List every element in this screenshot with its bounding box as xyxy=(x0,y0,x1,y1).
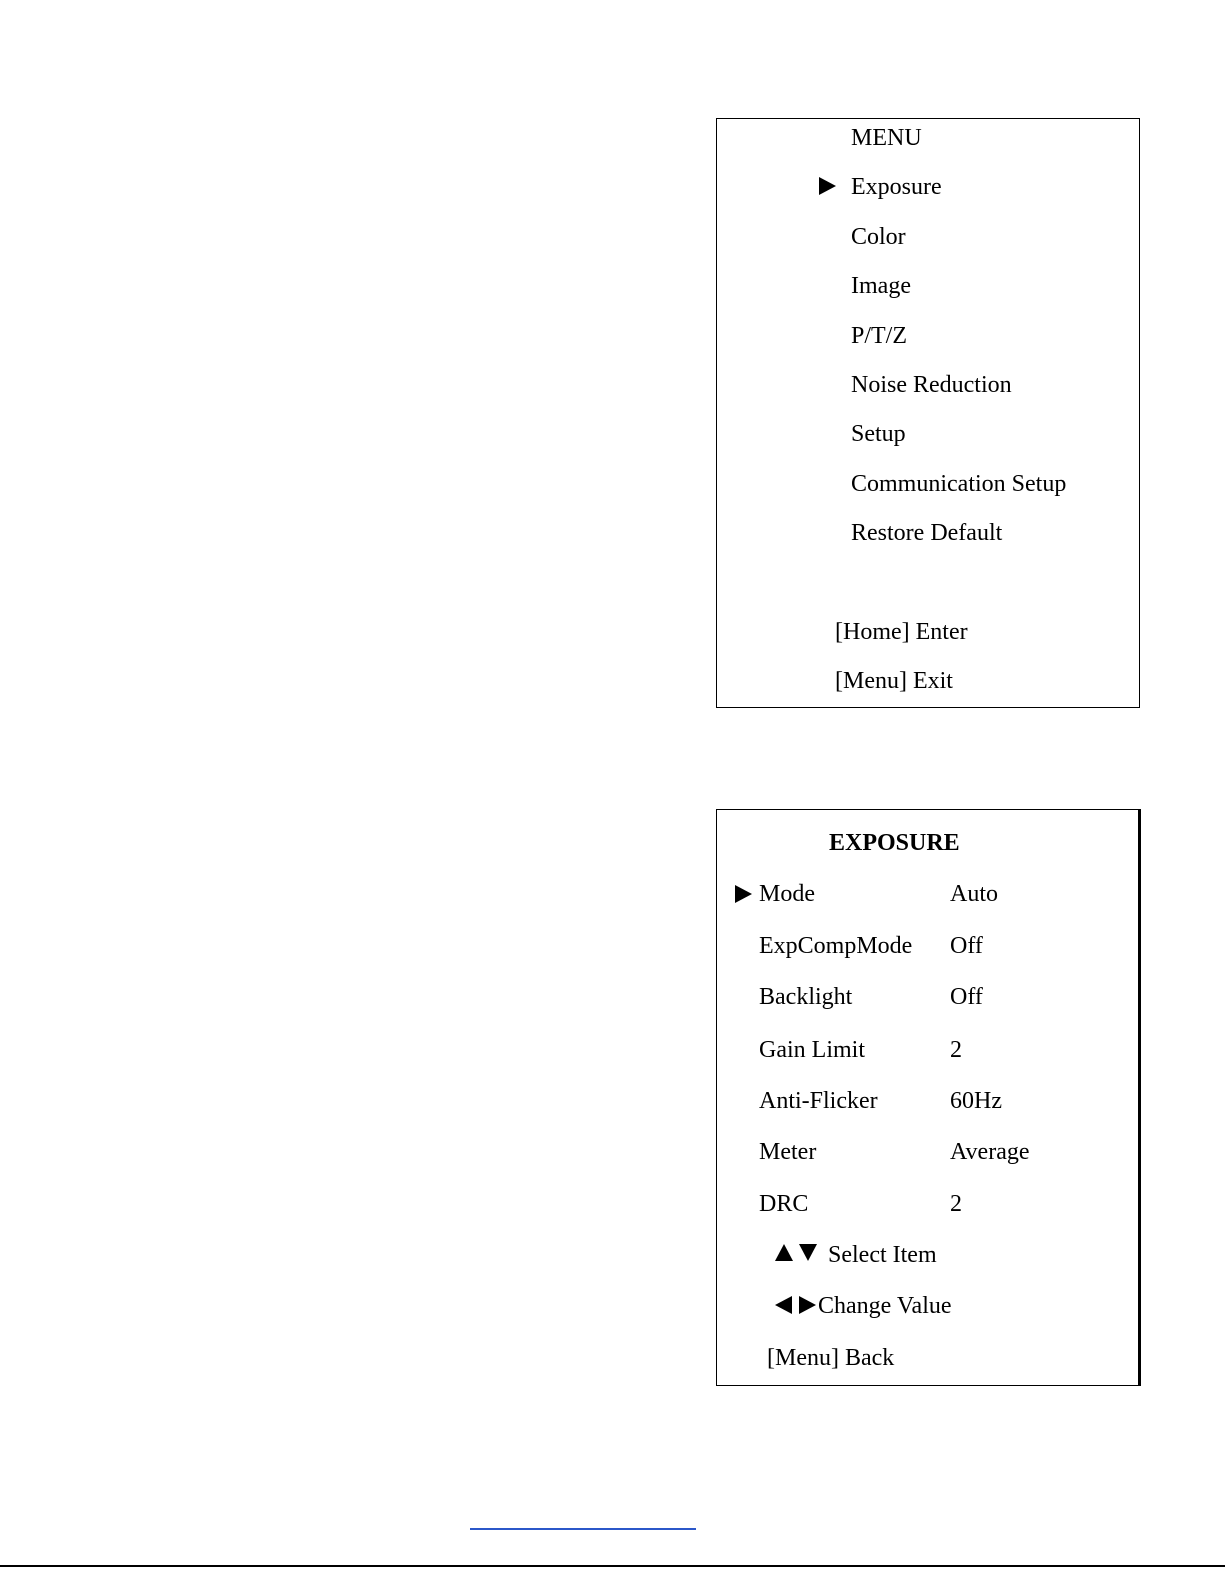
hint-home-enter: [Home] Enter xyxy=(835,619,968,645)
exposure-menu-panel xyxy=(716,809,1141,1386)
main-menu-panel xyxy=(716,118,1140,708)
row-value-anti-flicker[interactable]: 60Hz xyxy=(950,1088,1002,1114)
row-value-expcompmode[interactable]: Off xyxy=(950,933,983,959)
menu-item-exposure[interactable]: Exposure xyxy=(851,174,942,200)
right-arrow-icon xyxy=(799,1296,816,1314)
menu-item-noise-reduction[interactable]: Noise Reduction xyxy=(851,372,1012,398)
menu-item-communication-setup[interactable]: Communication Setup xyxy=(851,471,1067,497)
row-label-anti-flicker[interactable]: Anti-Flicker xyxy=(759,1088,878,1114)
hint-menu-exit: [Menu] Exit xyxy=(835,668,953,694)
hint-menu-back: [Menu] Back xyxy=(767,1345,895,1371)
hint-change-value: Change Value xyxy=(818,1293,952,1319)
main-menu-title: MENU xyxy=(851,125,922,151)
left-arrow-icon xyxy=(775,1296,792,1314)
row-label-drc[interactable]: DRC xyxy=(759,1191,809,1217)
exposure-menu-title: EXPOSURE xyxy=(829,830,960,856)
menu-item-setup[interactable]: Setup xyxy=(851,421,906,447)
menu-item-color[interactable]: Color xyxy=(851,224,906,250)
row-label-gain-limit[interactable]: Gain Limit xyxy=(759,1037,865,1063)
row-value-gain-limit[interactable]: 2 xyxy=(950,1037,962,1063)
row-label-mode[interactable]: Mode xyxy=(759,881,815,907)
menu-item-restore-default[interactable]: Restore Default xyxy=(851,520,1003,546)
up-arrow-icon xyxy=(775,1244,793,1261)
hint-select-item: Select Item xyxy=(828,1242,937,1268)
row-label-backlight[interactable]: Backlight xyxy=(759,984,853,1010)
row-value-backlight[interactable]: Off xyxy=(950,984,983,1010)
selection-arrow-icon xyxy=(735,885,752,903)
menu-item-image[interactable]: Image xyxy=(851,273,911,299)
row-label-meter[interactable]: Meter xyxy=(759,1139,817,1165)
row-value-drc[interactable]: 2 xyxy=(950,1191,962,1217)
selection-arrow-icon xyxy=(819,177,836,195)
down-arrow-icon xyxy=(799,1244,817,1261)
row-value-mode[interactable]: Auto xyxy=(950,881,998,907)
row-value-meter[interactable]: Average xyxy=(950,1139,1030,1165)
row-label-expcompmode[interactable]: ExpCompMode xyxy=(759,933,913,959)
link-underline[interactable] xyxy=(470,1528,696,1530)
footer-divider xyxy=(0,1565,1225,1567)
menu-item-ptz[interactable]: P/T/Z xyxy=(851,323,908,349)
